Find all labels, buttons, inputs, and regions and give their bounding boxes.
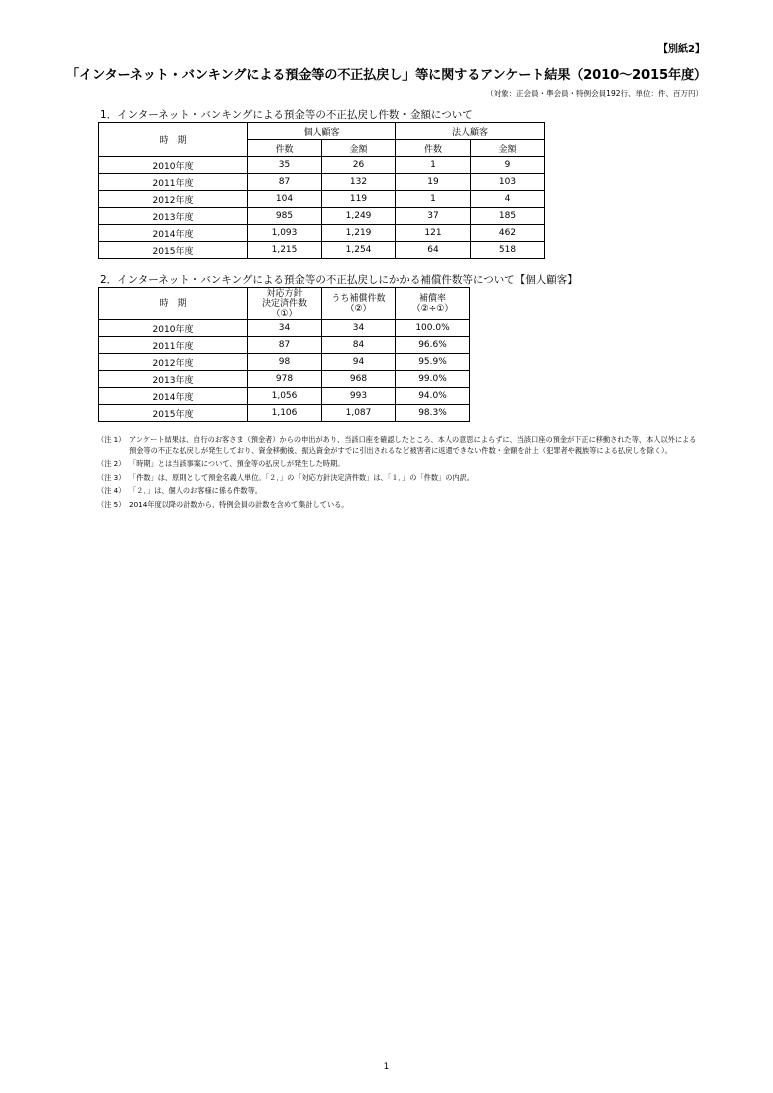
table-row [99,242,545,259]
header-corp-count: 件数 [396,140,471,157]
cell-period: 2014年度 [99,225,248,242]
section2-heading: 2．インターネット・バンキングによる預金等の不正払戻しにかかる補償件数等について【個人顧客】 [100,274,578,286]
cell-ind-amount: 1,249 [322,208,396,225]
table-header-row [99,288,470,320]
header-comp-line1: うち補償件数 [331,293,386,304]
cell-corp-amount: 9 [471,157,545,174]
header-decided-line2: 決定済件数 [261,298,307,309]
cell-corp-amount: 185 [471,208,545,225]
notes-section [97,435,697,513]
page-number: 1 [383,1062,390,1072]
table-row [99,320,470,337]
header-decided [248,288,322,320]
header-rate [396,288,470,320]
table-row [99,208,545,225]
cell-compensated: 94 [322,354,396,371]
compensation-table [98,287,470,422]
cell-ind-amount: 1,254 [322,242,396,259]
table-row [99,174,545,191]
cell-decided: 1,056 [248,388,322,405]
cell-ind-count: 985 [248,208,322,225]
cell-corp-count: 64 [396,242,471,259]
note-text: 2014年度以降の計数から、特例会員の計数を含めて集計している。 [129,499,349,509]
cell-decided: 978 [248,371,322,388]
note-text: アンケート結果は、自行のお客さま（預金者）からの申出があり、当該口座を確認したところ、本人の意思によらずに、当該口座の預金が下正に移動された等、本人以外による預金等の不正な払戻しが発生しており、資金移動後、振込資金がすでに引出されるなど被害者に返還できない件数・金額を計上（犯罪者や親族等による払戻しを除く）。 [129,435,697,455]
cell-rate: 100.0% [396,320,470,337]
note-item [97,459,697,470]
cell-corp-count: 37 [396,208,471,225]
note-item [97,486,697,497]
cell-corp-count: 19 [396,174,471,191]
cell-compensated: 84 [322,337,396,354]
cell-ind-count: 1,215 [248,242,322,259]
cell-period: 2015年度 [99,405,248,422]
cell-period: 2012年度 [99,191,248,208]
header-period: 時 期 [99,288,248,320]
cell-decided: 98 [248,354,322,371]
cell-rate: 95.9% [396,354,470,371]
cell-decided: 87 [248,337,322,354]
header-corporate: 法人顧客 [396,123,545,140]
cell-ind-amount: 26 [322,157,396,174]
section1-heading: 1．インターネット・バンキングによる預金等の不正払戻し件数・金額について [100,109,473,121]
table-row [99,371,470,388]
note-label: （注 3） [97,472,126,482]
note-text: 「２．」は、個人のお客様に係る件数等。 [129,486,262,495]
header-corp-amount: 金額 [471,140,545,157]
cell-compensated: 968 [322,371,396,388]
cell-period: 2010年度 [99,320,248,337]
header-ind-amount: 金額 [322,140,396,157]
cell-compensated: 1,087 [322,405,396,422]
header-rate-line1: 補償率 [418,293,446,304]
header-individual: 個人顧客 [248,123,396,140]
cell-period: 2013年度 [99,371,248,388]
table-row [99,405,470,422]
cell-rate: 94.0% [396,388,470,405]
table-row [99,388,470,405]
note-label: （注 2） [97,459,126,468]
cell-ind-amount: 132 [322,174,396,191]
table-row [99,191,545,208]
cell-compensated: 993 [322,388,396,405]
cell-rate: 96.6% [396,337,470,354]
note-item [97,473,697,484]
cell-ind-amount: 1,219 [322,225,396,242]
cell-ind-count: 87 [248,174,322,191]
table-row [99,225,545,242]
note-item [97,435,697,456]
cell-decided: 34 [248,320,322,337]
cell-compensated: 34 [322,320,396,337]
note-text: 「件数」は、原則として預金名義人単位。「２．」の「対応方針決定済件数」は、「１．」の「件数」の内訳。 [129,472,474,482]
page-title: 「インターネット・バンキングによる預金等の不正払戻し」等に関するアンケート結果（2010～2015年度） [66,68,707,83]
header-decided-line3: （①） [271,308,298,319]
cell-corp-amount: 518 [471,242,545,259]
cell-corp-amount: 462 [471,225,545,242]
note-label: （注 4） [97,486,126,495]
table-row [99,337,470,354]
note-text: 「時期」とは当該事案について、預金等の払戻しが発生した時期。 [129,459,345,468]
cell-decided: 1,106 [248,405,322,422]
header-decided-line1: 対応方針 [266,288,303,299]
cell-rate: 98.3% [396,405,470,422]
note-label: （注 5） [97,499,126,509]
cell-ind-count: 35 [248,157,322,174]
header-rate-line2: （②÷①） [411,303,454,314]
table-row [99,157,545,174]
cell-rate: 99.0% [396,371,470,388]
cell-corp-count: 1 [396,157,471,174]
cell-ind-count: 1,093 [248,225,322,242]
cell-corp-count: 121 [396,225,471,242]
page-subtitle: （対象：正会員・準会員・特例会員192行、単位：件、百万円） [486,89,703,98]
cell-period: 2011年度 [99,337,248,354]
note-item [97,500,697,511]
header-period: 時 期 [99,123,248,157]
cell-period: 2015年度 [99,242,248,259]
table-row [99,354,470,371]
table-header-row [99,123,545,140]
cell-ind-count: 104 [248,191,322,208]
cell-corp-count: 1 [396,191,471,208]
header-comp-line2: （②） [345,303,372,314]
cell-corp-amount: 103 [471,174,545,191]
header-ind-count: 件数 [248,140,322,157]
cell-period: 2013年度 [99,208,248,225]
cell-period: 2012年度 [99,354,248,371]
cell-corp-amount: 4 [471,191,545,208]
note-label: （注 1） [97,435,126,444]
fraud-cases-table [98,122,545,259]
cell-period: 2014年度 [99,388,248,405]
cell-period: 2010年度 [99,157,248,174]
attachment-label: 【別紙2】 [658,44,705,55]
cell-period: 2011年度 [99,174,248,191]
cell-ind-amount: 119 [322,191,396,208]
header-compensated [322,288,396,320]
